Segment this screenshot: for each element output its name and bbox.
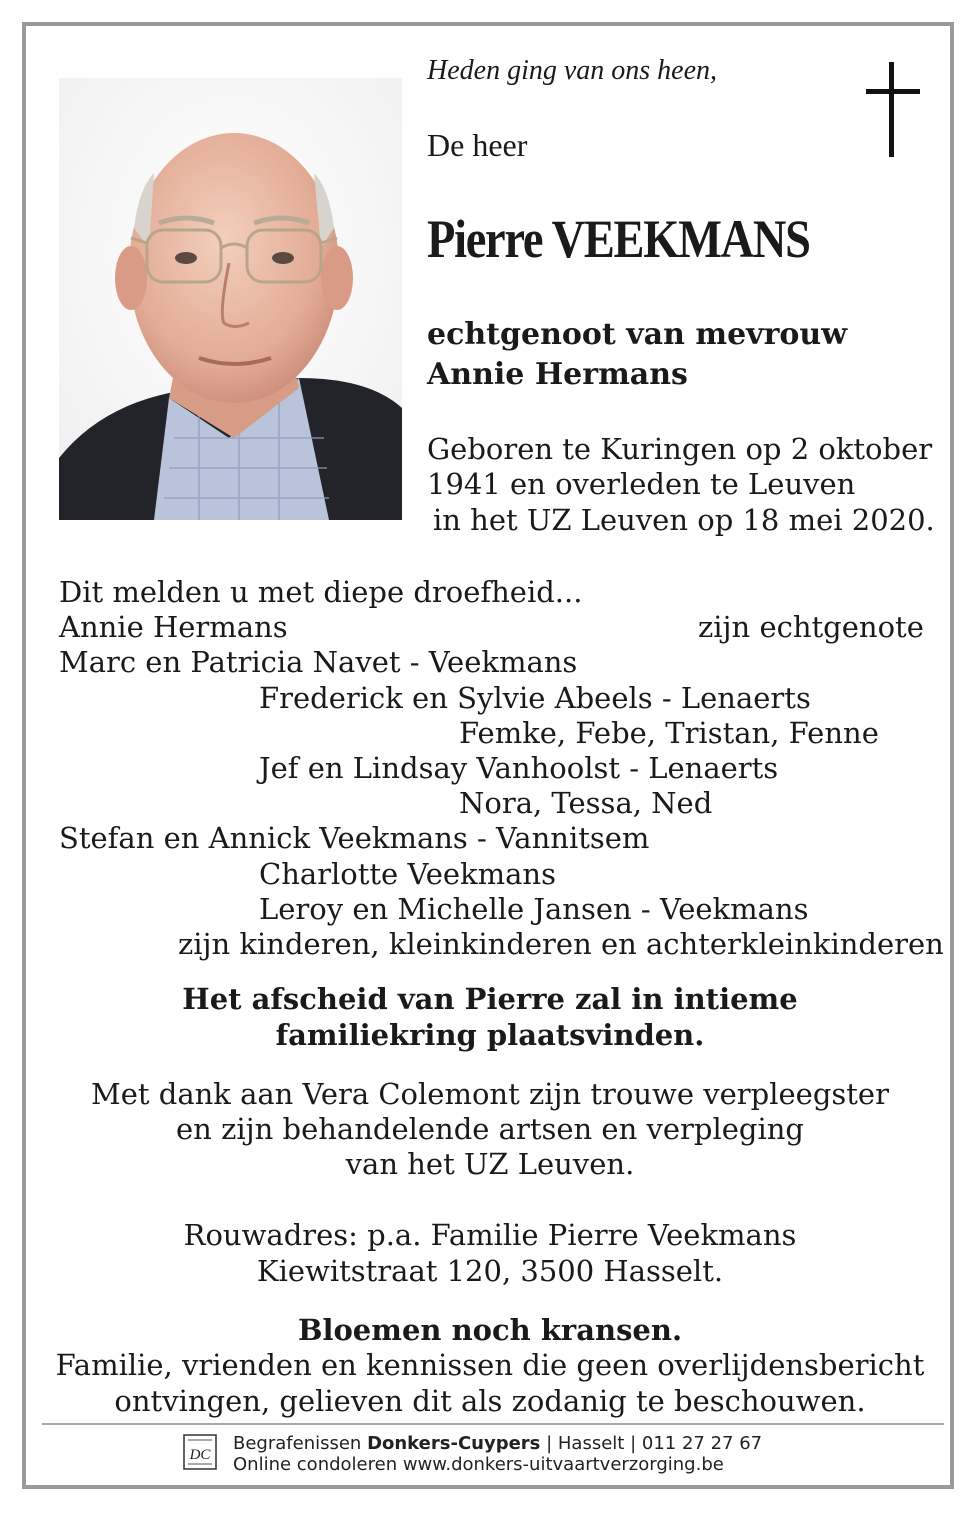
farewell-line-1: Het afscheid van Pierre zal in intieme [182, 982, 798, 1016]
birth-line-2: 1941 en overleden te Leuven [427, 467, 856, 501]
wife-role: zijn echtgenote [698, 610, 924, 644]
thanks-line-2: en zijn behandelende artsen en verpleging [176, 1112, 804, 1146]
flowers-line-1: Familie, vrienden en kennissen die geen overlijdensbericht [55, 1348, 925, 1382]
thanks-line-1: Met dank aan Vera Colemont zijn trouwe verpleegster [91, 1077, 889, 1111]
footer-divider [42, 1423, 944, 1425]
footer-website-link[interactable]: www.donkers-uitvaartverzorging.be [402, 1454, 724, 1475]
cross-icon [889, 62, 894, 157]
footer-online-label: Online condoleren [233, 1454, 403, 1475]
address-line-1: Rouwadres: p.a. Familie Pierre Veekmans [183, 1218, 797, 1252]
family-line: Marc en Patricia Navet - Veekmans [59, 645, 578, 679]
footer-prefix: Begrafenissen [233, 1433, 368, 1454]
cross-icon-bar [866, 89, 920, 94]
footer-line-2 [233, 1454, 724, 1476]
flowers-line-2: ontvingen, gelieven dit als zodanig te beschouwen. [114, 1384, 866, 1418]
family-line: Frederick en Sylvie Abeels - Lenaerts [259, 681, 811, 715]
title-prefix: De heer [427, 127, 528, 163]
portrait-photo [59, 78, 402, 520]
family-closing: zijn kinderen, kleinkinderen en achterkleinkinderen [178, 927, 944, 961]
logo-letters: DC [189, 1447, 211, 1463]
family-line: Jef en Lindsay Vanhoolst - Lenaerts [259, 751, 779, 785]
address-line-2: Kiewitstraat 120, 3500 Hasselt. [256, 1254, 724, 1288]
family-intro: Dit melden u met diepe droefheid... [59, 575, 583, 609]
birth-line-3: in het UZ Leuven op 18 mei 2020. [433, 503, 935, 537]
farewell-line-2: familiekring plaatsvinden. [275, 1018, 705, 1052]
family-line: Charlotte Veekmans [259, 857, 556, 891]
family-line: Nora, Tessa, Ned [459, 786, 713, 820]
family-line: Leroy en Michelle Jansen - Veekmans [259, 892, 809, 926]
wife-name: Annie Hermans [59, 610, 288, 644]
thanks-line-3: van het UZ Leuven. [345, 1147, 635, 1181]
intro-line: Heden ging van ons heen, [427, 55, 718, 86]
spouse-line-2: Annie Hermans [427, 357, 688, 392]
footer-suffix: | Hasselt | 011 27 27 67 [540, 1433, 763, 1454]
funeral-logo-icon [183, 1434, 217, 1470]
footer-company: Donkers-Cuypers [367, 1433, 541, 1454]
birth-line-1: Geboren te Kuringen op 2 oktober [427, 432, 933, 466]
family-line: Femke, Febe, Tristan, Fenne [459, 716, 879, 750]
family-line: Stefan en Annick Veekmans - Vannitsem [59, 821, 650, 855]
flowers-title: Bloemen noch kransen. [297, 1313, 683, 1347]
spouse-line-1: echtgenoot van mevrouw [427, 317, 848, 352]
deceased-name: Pierre VEEKMANS [427, 209, 810, 269]
footer-line-1 [233, 1433, 762, 1455]
